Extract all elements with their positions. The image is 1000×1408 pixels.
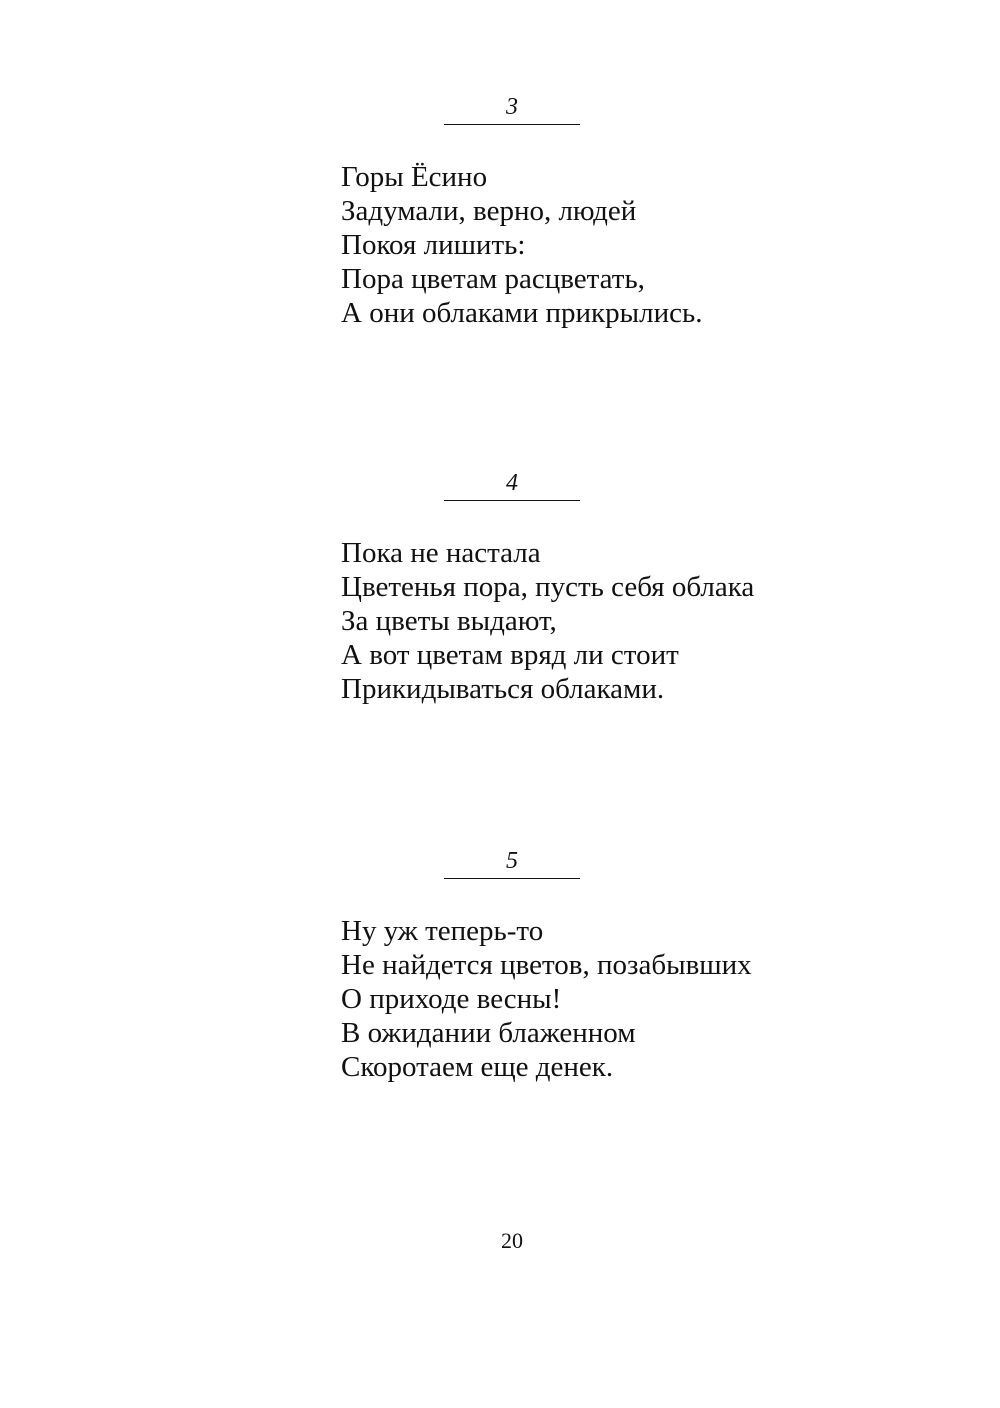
- poem-number: 5: [506, 848, 518, 874]
- poem-line: Пока не настала: [341, 537, 541, 569]
- poem-line: Покоя лишить:: [341, 229, 526, 261]
- poem-divider: [444, 500, 580, 501]
- poem-line: Не найдется цветов, позабывших: [341, 949, 752, 981]
- poem-lines: [341, 914, 752, 1084]
- poem-line: А вот цветам вряд ли стоит: [341, 639, 679, 671]
- poem-line: Прикидываться облаками.: [341, 673, 665, 705]
- poem-line: Пора цветам расцветать,: [341, 263, 645, 295]
- poem-line: Горы Ёсино: [341, 161, 488, 193]
- poem-lines: [341, 160, 702, 330]
- poem-line: Задумали, верно, людей: [341, 195, 637, 227]
- page-number: 20: [501, 1228, 523, 1253]
- poem-divider: [444, 124, 580, 125]
- poem-lines: [341, 536, 754, 706]
- poem-line: А они облаками прикрылись.: [341, 297, 703, 329]
- poem-line: Скоротаем еще денек.: [341, 1051, 614, 1083]
- poem-line: Ну уж теперь-то: [341, 915, 544, 947]
- poem-number: 4: [506, 470, 518, 496]
- poem-line: Цветенья пора, пусть себя облака: [341, 571, 755, 603]
- poem-divider: [444, 878, 580, 879]
- poem-line: О приходе весны!: [341, 983, 562, 1015]
- poem-line: В ожидании блаженном: [341, 1017, 636, 1049]
- poem-number: 3: [506, 94, 518, 120]
- poem-line: За цветы выдают,: [341, 605, 557, 637]
